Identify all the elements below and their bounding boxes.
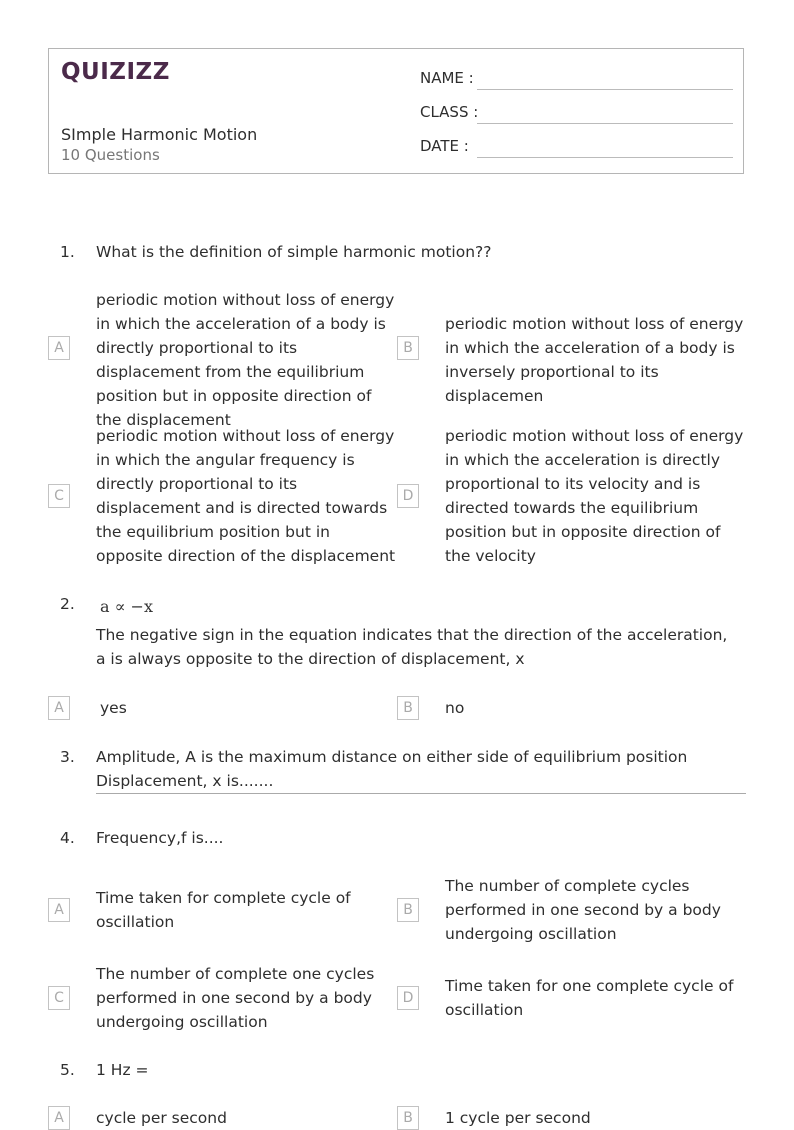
question-text: The negative sign in the equation indicates that the direction of the acceleration, a is always opposite to the direction of displacement, x [96, 626, 728, 668]
quizizz-logo: QUIZIZZ [61, 59, 170, 85]
date-line [477, 157, 733, 158]
question-number: 3. [60, 748, 75, 766]
option-text: periodic motion without loss of energy in which the angular frequency is directly proportional to its displacement and is directed towards the equilibrium position but in opposite direction of the displacement [96, 427, 396, 565]
question-text: What is the definition of simple harmonic motion?? [96, 243, 492, 261]
option-text: The number of complete one cycles performed in one second by a body undergoing oscillation [96, 965, 375, 1031]
name-line [477, 89, 733, 90]
option-text: Time taken for one complete cycle of oscillation [445, 977, 734, 1019]
option-letter: C [48, 986, 70, 1010]
option-letter: B [397, 696, 419, 720]
answer-line[interactable] [96, 793, 746, 794]
question-text: Frequency,f is.... [96, 829, 224, 847]
worksheet-header [48, 48, 744, 174]
option-text: yes [100, 699, 127, 717]
option-text: cycle per second [96, 1109, 227, 1127]
option-text: periodic motion without loss of energy in which the acceleration is directly proportional to its velocity and is directed towards the equilibrium position but in opposite direction of the velocity [445, 427, 744, 565]
question-text: Amplitude, A is the maximum distance on either side of equilibrium position Displacement, x is....... [96, 748, 688, 790]
question-number: 1. [60, 243, 75, 261]
question-number: 4. [60, 829, 75, 847]
question-count: 10 Questions [61, 146, 160, 164]
class-line [477, 123, 733, 124]
option-text: periodic motion without loss of energy in which the acceleration of a body is inversely proportional to its displacemen [445, 315, 744, 405]
class-label: CLASS : [420, 103, 479, 121]
option-letter: C [48, 484, 70, 508]
option-letter: B [397, 1106, 419, 1130]
equation: a ∝ −x [100, 597, 153, 616]
option-text: The number of complete cycles performed in one second by a body undergoing oscillation [445, 877, 721, 943]
date-label: DATE : [420, 137, 469, 155]
option-letter: A [48, 1106, 70, 1130]
option-letter: A [48, 336, 70, 360]
worksheet-title: SImple Harmonic Motion [61, 125, 258, 144]
name-label: NAME : [420, 69, 474, 87]
option-letter: B [397, 336, 419, 360]
question-number: 2. [60, 595, 75, 613]
option-letter: A [48, 898, 70, 922]
option-text: 1 cycle per second [445, 1109, 591, 1127]
option-letter: D [397, 484, 419, 508]
option-text: periodic motion without loss of energy in which the acceleration of a body is directly proportional to its displacement from the equilibrium position but in opposite direction of the displacement [96, 291, 395, 429]
option-letter: A [48, 696, 70, 720]
option-text: no [445, 699, 465, 717]
option-text: Time taken for complete cycle of oscillation [96, 889, 351, 931]
question-text: 1 Hz = [96, 1061, 149, 1079]
option-letter: B [397, 898, 419, 922]
option-letter: D [397, 986, 419, 1010]
question-number: 5. [60, 1061, 75, 1079]
